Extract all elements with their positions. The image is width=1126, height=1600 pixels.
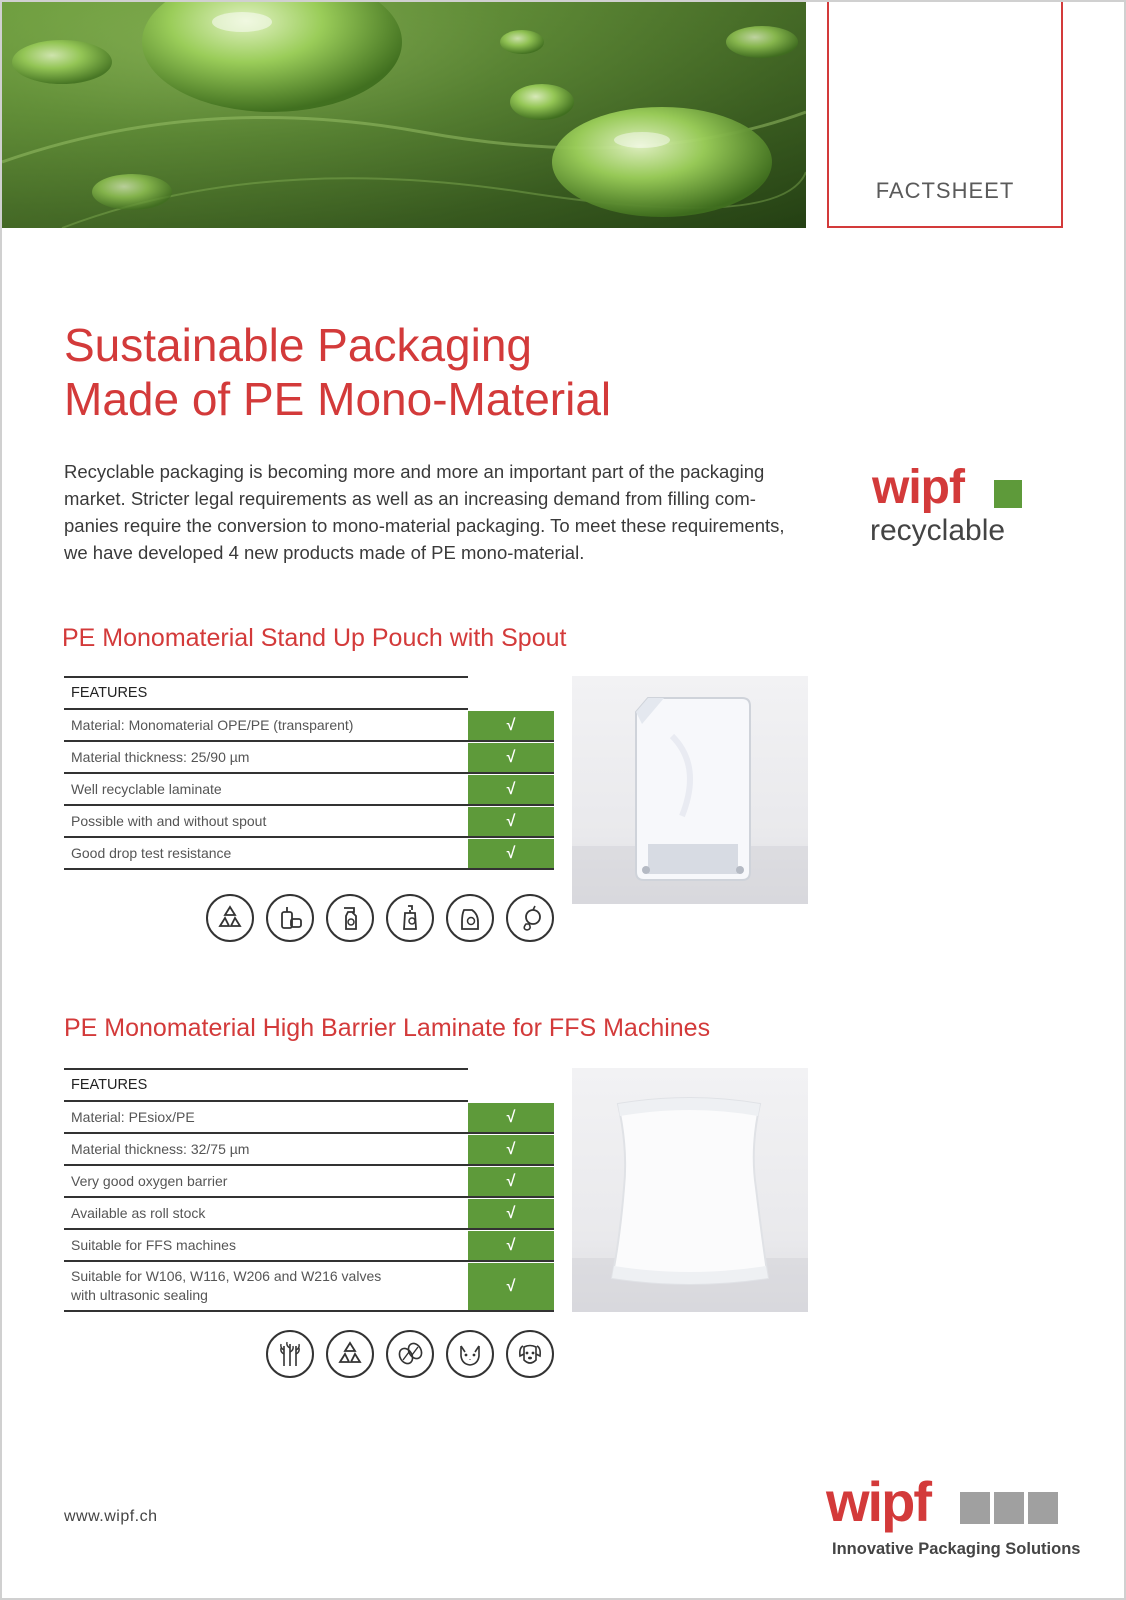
grain-icon bbox=[266, 1330, 314, 1378]
application-icons-row bbox=[206, 894, 554, 942]
logo-grey-square bbox=[960, 1492, 990, 1524]
feature-row bbox=[64, 1230, 554, 1262]
cat-icon bbox=[446, 1330, 494, 1378]
detergent-icon bbox=[446, 894, 494, 942]
logo-word: wipf bbox=[826, 1470, 930, 1533]
recycling-icon bbox=[206, 894, 254, 942]
hero-leaf-image bbox=[2, 2, 806, 228]
feature-row bbox=[64, 774, 554, 806]
dog-icon bbox=[506, 1330, 554, 1378]
features-table-high-barrier-laminate bbox=[64, 1068, 554, 1312]
check-mark-icon: √ bbox=[468, 742, 554, 772]
page-title bbox=[64, 318, 611, 426]
feature-text: Material: Monomaterial OPE/PE (transparent) bbox=[71, 716, 354, 733]
page-title-line-1: Sustainable Packaging bbox=[64, 319, 532, 371]
footer-website-link[interactable]: www.wipf.ch bbox=[64, 1508, 158, 1525]
feature-text: Possible with and without spout bbox=[71, 812, 267, 829]
intro-paragraph bbox=[64, 458, 814, 566]
spray-bottle-icon bbox=[326, 894, 374, 942]
pump-bottle-icon bbox=[386, 894, 434, 942]
intro-line: market. Stricter legal requirements as well as an increasing demand from filling com- bbox=[64, 488, 756, 509]
feature-text: Available as roll stock bbox=[71, 1204, 206, 1221]
check-mark-icon: √ bbox=[468, 1262, 554, 1310]
feature-row bbox=[64, 710, 554, 742]
check-mark-icon: √ bbox=[468, 838, 554, 868]
feature-text: Suitable for FFS machines bbox=[71, 1236, 236, 1253]
wipf-main-logo bbox=[826, 1470, 1081, 1562]
feature-text: Good drop test resistance bbox=[71, 844, 232, 861]
check-mark-icon: √ bbox=[468, 710, 554, 740]
check-mark-icon: √ bbox=[468, 1102, 554, 1132]
check-mark-icon: √ bbox=[468, 1134, 554, 1164]
features-header: FEATURES bbox=[64, 676, 468, 710]
feature-text: Material: PEsiox/PE bbox=[71, 1108, 195, 1125]
logo-tagline: Innovative Packaging Solutions bbox=[832, 1540, 1081, 1558]
features-table-stand-up-pouch bbox=[64, 676, 554, 870]
feature-row bbox=[64, 742, 554, 774]
logo-word: wipf bbox=[872, 461, 964, 514]
recycling-icon bbox=[326, 1330, 374, 1378]
intro-line: panies require the conversion to mono-material packaging. To meet these requirements, bbox=[64, 515, 785, 536]
feature-row bbox=[64, 1134, 554, 1166]
feature-text: Well recyclable laminate bbox=[71, 780, 222, 797]
page-title-line-2: Made of PE Mono-Material bbox=[64, 373, 612, 425]
section-title-stand-up-pouch: PE Monomaterial Stand Up Pouch with Spout bbox=[62, 624, 567, 652]
logo-green-square bbox=[994, 480, 1022, 508]
feature-text: Suitable for W106, W116, W206 and W216 valves with ultrasonic sealing bbox=[71, 1268, 382, 1303]
section-title-high-barrier-laminate: PE Monomaterial High Barrier Laminate for FFS Machines bbox=[64, 1014, 711, 1042]
food-jar-icon bbox=[266, 894, 314, 942]
feature-text: Material thickness: 25/90 µm bbox=[71, 748, 250, 765]
feature-row bbox=[64, 1166, 554, 1198]
application-icons-row bbox=[266, 1330, 554, 1378]
feature-row bbox=[64, 1198, 554, 1230]
product-image-high-barrier-laminate bbox=[572, 1068, 808, 1312]
intro-line: Recyclable packaging is becoming more and more an important part of the packaging bbox=[64, 461, 765, 482]
check-mark-icon: √ bbox=[468, 1230, 554, 1260]
factsheet-box bbox=[827, 2, 1063, 228]
logo-grey-square bbox=[994, 1492, 1024, 1524]
feature-row bbox=[64, 838, 554, 870]
feature-row bbox=[64, 1102, 554, 1134]
check-mark-icon: √ bbox=[468, 1166, 554, 1196]
logo-grey-square bbox=[1028, 1492, 1058, 1524]
logo-recyclable-text: recyclable bbox=[870, 514, 1006, 547]
factsheet-label: FACTSHEET bbox=[875, 178, 1015, 203]
intro-line: we have developed 4 new products made of PE mono-material. bbox=[64, 542, 585, 563]
feature-row bbox=[64, 806, 554, 838]
wipf-recyclable-logo bbox=[868, 462, 1028, 552]
product-image-stand-up-pouch bbox=[572, 676, 808, 904]
feature-text: Very good oxygen barrier bbox=[71, 1172, 228, 1189]
coffee-bean-icon bbox=[386, 1330, 434, 1378]
features-header: FEATURES bbox=[64, 1068, 468, 1102]
feature-text: Material thickness: 32/75 µm bbox=[71, 1140, 250, 1157]
check-mark-icon: √ bbox=[468, 806, 554, 836]
fruit-icon bbox=[506, 894, 554, 942]
check-mark-icon: √ bbox=[468, 1198, 554, 1228]
feature-row bbox=[64, 1262, 554, 1312]
check-mark-icon: √ bbox=[468, 774, 554, 804]
